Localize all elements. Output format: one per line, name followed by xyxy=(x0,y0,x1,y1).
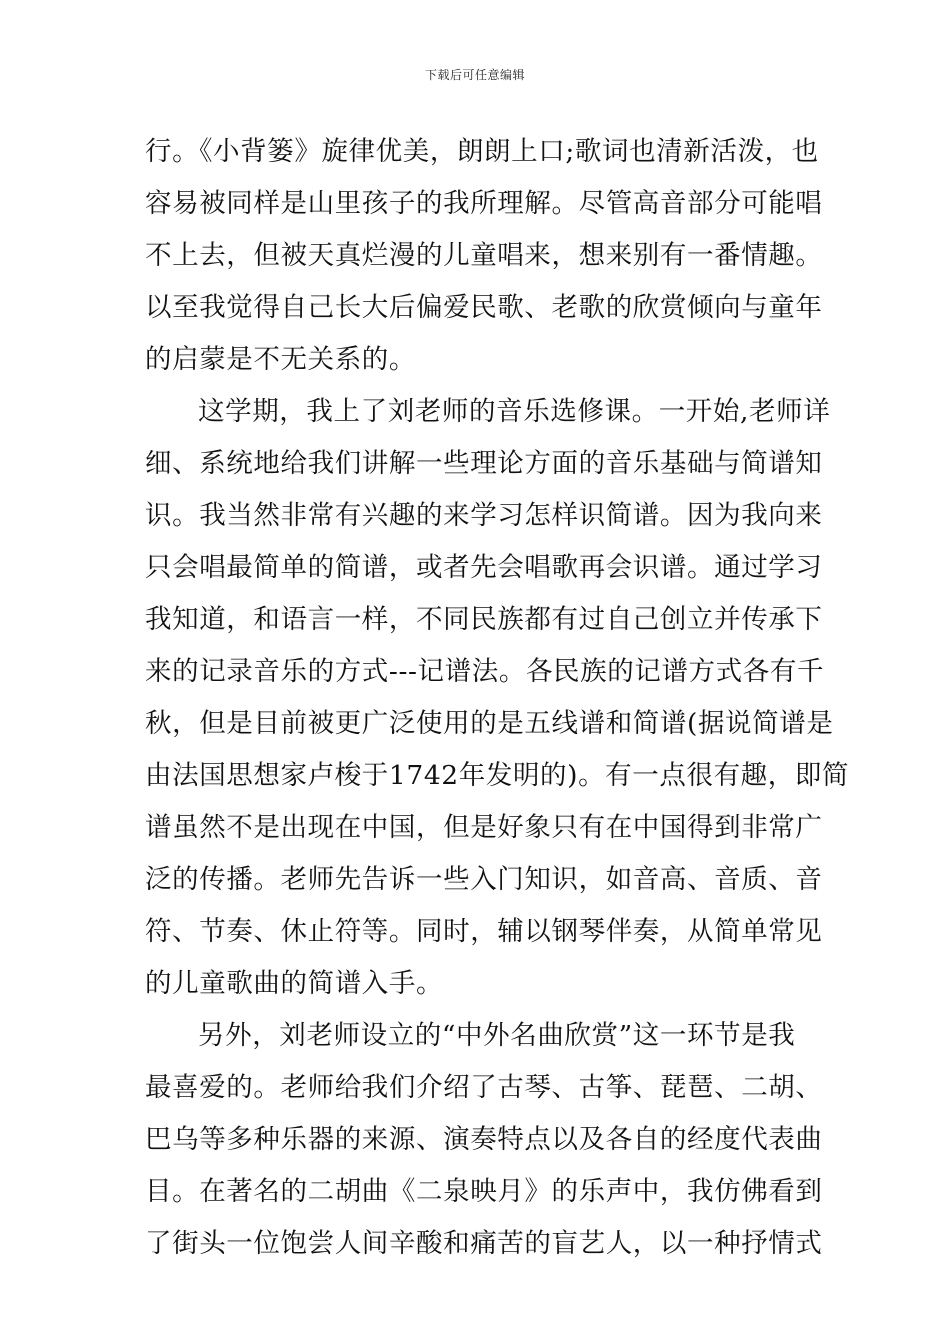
text-line: 泛的传播。老师先告诉一些入门知识，如音高、音质、音 xyxy=(145,864,823,895)
text-line: 的启蒙是不无关系的。 xyxy=(145,344,416,375)
text-line: 谱虽然不是出现在中国，但是好象只有在中国得到非常广 xyxy=(145,812,823,843)
text-line: 细、系统地给我们讲解一些理论方面的音乐基础与简谱知 xyxy=(145,448,823,479)
text-line: 容易被同样是山里孩子的我所理解。尽管高音部分可能唱 xyxy=(145,188,823,219)
text-line: 了街头一位饱尝人间辛酸和痛苦的盲艺人，以一种抒情式 xyxy=(145,1228,823,1259)
text-line: 来的记录音乐的方式---记谱法。各民族的记谱方式各有千 xyxy=(145,656,825,687)
text-line: 不上去，但被天真烂漫的儿童唱来，想来别有一番情趣。 xyxy=(145,240,823,271)
body-text xyxy=(145,128,850,1272)
text-line: 的儿童歌曲的简谱入手。 xyxy=(145,968,444,999)
text-line: 我知道，和语言一样，不同民族都有过自己创立并传承下 xyxy=(145,604,823,635)
text-line: 以至我觉得自己长大后偏爱民歌、老歌的欣赏倾向与童年 xyxy=(145,292,823,323)
text-line: 巴乌等多种乐器的来源、演奏特点以及各自的经度代表曲 xyxy=(145,1124,823,1155)
paragraph-start-line: 另外，刘老师设立的“中外名曲欣赏”这一环节是我 xyxy=(198,1020,796,1051)
text-line: 符、节奏、休止符等。同时，辅以钢琴伴奏，从简单常见 xyxy=(145,916,823,947)
text-line: 最喜爱的。老师给我们介绍了古琴、古筝、琵琶、二胡、 xyxy=(145,1072,823,1103)
text-line: 识。我当然非常有兴趣的来学习怎样识简谱。因为我向来 xyxy=(145,500,823,531)
text-line: 行。《小背篓》旋律优美，朗朗上口;歌词也清新活泼，也 xyxy=(145,136,819,167)
text-line: 目。在著名的二胡曲《二泉映月》的乐声中，我仿佛看到 xyxy=(145,1176,823,1207)
page-header: 下载后可任意编辑 xyxy=(424,68,525,82)
text-line: 由法国思想家卢梭于1742年发明的)。有一点很有趣，即简 xyxy=(145,760,850,791)
text-line: 秋，但是目前被更广泛使用的是五线谱和简谱(据说简谱是 xyxy=(145,708,834,739)
paragraph-start-line: 这学期，我上了刘老师的音乐选修课。一开始,老师详 xyxy=(198,396,831,427)
text-line: 只会唱最简单的简谱，或者先会唱歌再会识谱。通过学习 xyxy=(145,552,823,583)
